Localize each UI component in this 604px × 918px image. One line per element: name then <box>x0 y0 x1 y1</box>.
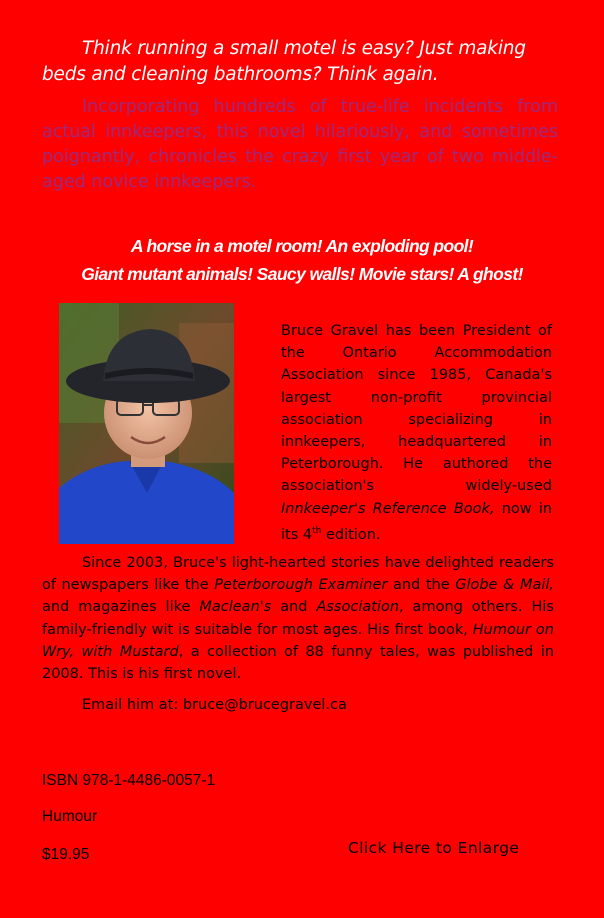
isbn-label: ISBN 978-1-4486-0057-1 <box>42 772 216 789</box>
publication-globe-mail: Globe & Mail, <box>455 577 555 594</box>
author-bio-body <box>42 552 554 685</box>
author-photo <box>59 303 234 544</box>
author-email: Email him at: bruce@brucegravel.ca <box>82 697 347 713</box>
publication-peterborough: Peterborough Examiner <box>214 577 388 594</box>
publication-association: Association <box>316 599 400 616</box>
publication-macleans: Maclean's <box>199 599 272 616</box>
bio-text-b: and the <box>387 577 456 594</box>
bio-side-end: edition. <box>321 526 381 543</box>
bio-side-text: Bruce Gravel has been President of the Ontario Accommodation Association since 1985, Canada's largest non-profit provincial association specializing in innkeepers, headquartered in Peterborough. He authored the association's widely-used <box>281 323 552 495</box>
tagline <box>20 232 584 288</box>
intro-text: Think running a small motel is easy? Just making beds and cleaning bathrooms? Think again. <box>42 38 526 85</box>
price-label: $19.95 <box>42 846 90 863</box>
category-label: Humour <box>42 808 98 825</box>
bio-text-e: , among others. His family-friendly wit is suitable for most ages. His first book, <box>42 599 554 638</box>
pitch-text: Incorporating hundreds of true-life incidents from actual innkeepers, this novel hilariously, and sometimes poignantly, chronicles the crazy first year of two middle-aged novice innkeepers. <box>42 97 558 192</box>
enlarge-link[interactable]: Click Here to Enlarge <box>348 839 520 857</box>
book-title-humour-on-wry: Humour on Wry, with Mustard <box>42 621 554 660</box>
ordinal-suffix: th <box>312 525 322 536</box>
bio-text-f: , a collection of 88 funny tales, was published in 2008. This is his first novel. <box>42 643 554 683</box>
tagline-line-1: A horse in a motel room! An exploding pool! <box>130 236 474 256</box>
book-title-reference: Innkeeper's Reference Book, <box>281 500 495 517</box>
author-bio-intro <box>281 320 552 546</box>
bio-text-c: and magazines like <box>42 599 200 616</box>
bio-side-tail: now in its 4 <box>281 500 552 543</box>
bio-text-d: and <box>271 599 317 616</box>
bio-text-a: Since 2003, Bruce's light-hearted stories have delighted readers of newspapers like the <box>42 555 554 594</box>
tagline-line-2: Giant mutant animals! Saucy walls! Movie stars! A ghost! <box>81 264 523 284</box>
